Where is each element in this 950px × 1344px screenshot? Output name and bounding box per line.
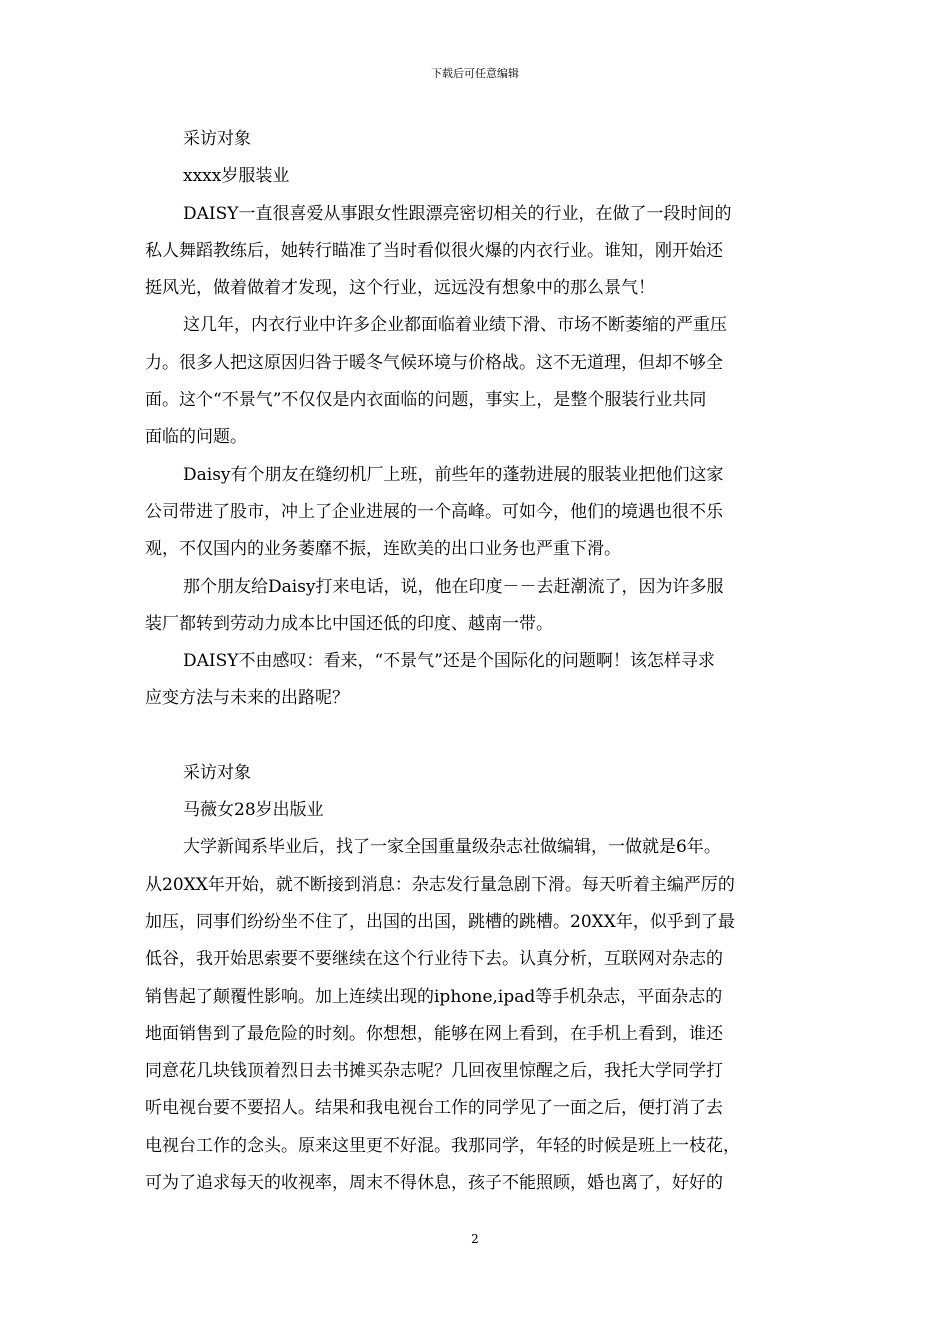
paragraph <box>145 643 811 718</box>
text-line: 面临的问题。 <box>145 427 247 448</box>
paragraph <box>145 457 811 569</box>
section-heading: 采访对象 <box>183 762 251 783</box>
text-line: 听电视台要不要招人。结果和我电视台工作的同学见了一面之后，便打消了去 <box>145 1098 723 1119</box>
text-line: 观，不仅国内的业务萎靡不振，连欧美的出口业务也严重下滑。 <box>145 539 621 560</box>
page-number: 2 <box>471 1232 479 1246</box>
text-line: 可为了追求每天的收视率，周末不得休息，孩子不能照顾，婚也离了，好好的 <box>145 1173 723 1194</box>
section-subheading: xxxx岁服装业 <box>183 166 290 187</box>
text-line: Daisy有个朋友在缝纫机厂上班，前些年的蓬勃进展的服装业把他们这家 <box>183 464 724 485</box>
text-line: 公司带进了股市，冲上了企业进展的一个高峰。可如今，他们的境遇也很不乐 <box>145 501 723 522</box>
section-spacer <box>145 718 811 755</box>
paragraph <box>145 307 811 456</box>
page-header: 下载后可任意编辑 <box>431 67 519 80</box>
text-line: 地面销售到了最危险的时刻。你想想，能够在网上看到，在手机上看到，谁还 <box>145 1023 723 1044</box>
text-line: 大学新闻系毕业后，找了一家全国重量级杂志社做编辑，一做就是6年。 <box>183 837 721 858</box>
text-line: 那个朋友给Daisy打来电话，说，他在印度－－去赶潮流了，因为许多服 <box>183 576 724 597</box>
paragraph <box>145 196 811 308</box>
text-line: DAISY不由感叹：看来，“不景气”还是个国际化的问题啊！该怎样寻求 <box>183 651 715 672</box>
text-line: 力。很多人把这原因归咎于暖冬气候环境与价格战。这不无道理，但却不够全 <box>145 352 723 373</box>
text-line: DAISY一直很喜爱从事跟女性跟漂亮密切相关的行业，在做了一段时间的 <box>183 203 732 224</box>
text-line: 应变方法与未来的出路呢？ <box>145 688 349 709</box>
document-body <box>145 121 811 1202</box>
text-line: 低谷，我开始思索要不要继续在这个行业待下去。认真分析，互联网对杂志的 <box>145 949 723 970</box>
text-line: 私人舞蹈教练后，她转行瞄准了当时看似很火爆的内衣行业。谁知，刚开始还 <box>145 240 723 261</box>
paragraph <box>145 829 811 1202</box>
text-line: 同意花几块钱顶着烈日去书摊买杂志呢？几回夜里惊醒之后，我托大学同学打 <box>145 1061 723 1082</box>
text-line: 挺风光，做着做着才发现，这个行业，远远没有想象中的那么景气！ <box>145 278 655 299</box>
text-line: 从20XX年开始，就不断接到消息：杂志发行量急剧下滑。每天听着主编严厉的 <box>145 874 735 895</box>
section-heading: 采访对象 <box>183 129 251 149</box>
text-line: 加压，同事们纷纷坐不住了，出国的出国，跳槽的跳槽。20XX年，似乎到了最 <box>145 911 735 932</box>
text-line: 电视台工作的念头。原来这里更不好混。我那同学，年轻的时候是班上一枝花， <box>145 1135 740 1156</box>
text-line: 销售起了颠覆性影响。加上连续出现的iphone,ipad等手机杂志，平面杂志的 <box>145 986 723 1007</box>
section-subheading: 马薇女28岁出版业 <box>183 800 324 821</box>
paragraph <box>145 569 811 644</box>
text-line: 装厂都转到劳动力成本比中国还低的印度、越南一带。 <box>145 613 553 634</box>
text-line: 这几年，内衣行业中许多企业都面临着业绩下滑、市场不断萎缩的严重压 <box>183 315 727 336</box>
text-line: 面。这个“不景气”不仅仅是内衣面临的问题，事实上，是整个服装行业共同 <box>145 390 707 411</box>
